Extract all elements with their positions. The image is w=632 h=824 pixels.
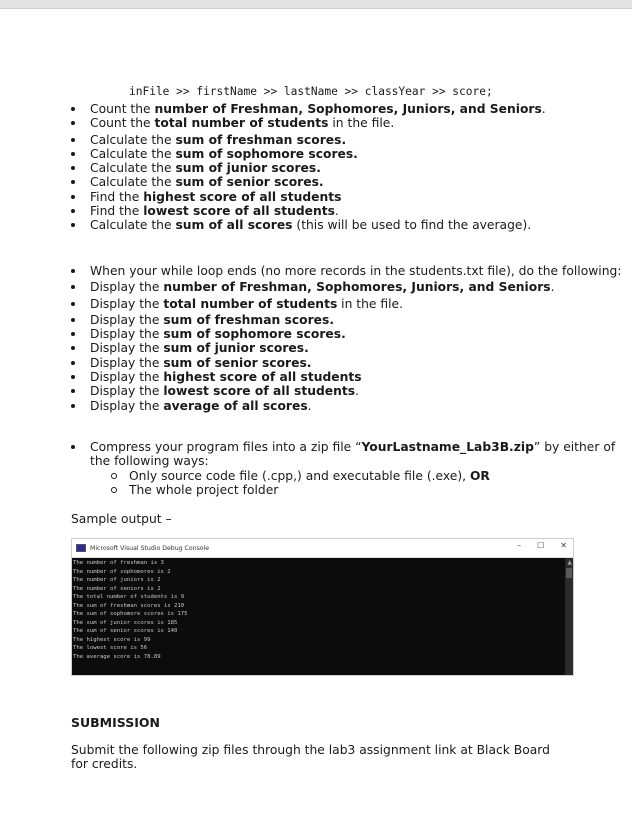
text: . xyxy=(355,384,359,399)
text: Display the xyxy=(90,398,164,413)
text: Display the xyxy=(90,384,164,399)
text: Compress your program files into a zip file “ xyxy=(90,440,362,454)
console-line: The average score is 78.89 xyxy=(73,653,161,660)
text: When your while loop ends (no more records in the students.txt file), do the following: xyxy=(90,264,622,278)
text: Display the xyxy=(90,370,164,385)
text: Display the xyxy=(90,355,164,370)
bullet-item xyxy=(0,327,632,341)
console-title-bar xyxy=(72,539,573,558)
text: Display the xyxy=(90,341,164,356)
submission-text: Submit the following zip files through the lab3 assignment link at Black Board for credits. xyxy=(71,743,550,772)
text: (this will be used to find the average). xyxy=(292,218,532,233)
console-line: The sum of senior scores is 140 xyxy=(73,628,178,634)
submission-heading: SUBMISSION xyxy=(71,715,160,730)
bold-text: OR xyxy=(469,469,490,483)
minimize-icon[interactable]: – xyxy=(517,541,522,550)
scroll-up-icon[interactable]: ▲ xyxy=(567,559,572,566)
console-app-icon xyxy=(76,544,86,552)
console-body xyxy=(72,558,573,661)
maximize-icon[interactable]: ☐ xyxy=(537,541,545,550)
text: Find the xyxy=(90,204,144,219)
text: in the file. xyxy=(337,296,404,311)
bullet-item xyxy=(0,190,632,204)
bullet-item xyxy=(0,102,632,116)
text: in the file. xyxy=(328,116,395,131)
console-line: The lowest score is 56 xyxy=(73,645,148,651)
bullet-item xyxy=(0,341,632,355)
text: Find the xyxy=(90,189,144,204)
text: Only source code file (.cpp,) and executable file (.exe), xyxy=(129,469,470,483)
bullet-item xyxy=(0,161,632,175)
text: Calculate the xyxy=(90,161,176,176)
text: . xyxy=(307,398,312,413)
console-line: The number of seniors is 2 xyxy=(73,585,161,592)
bold-text: YourLastname_Lab3B.zip xyxy=(361,440,534,454)
window-controls xyxy=(517,541,567,550)
bold-text: sum of senior scores. xyxy=(163,355,312,370)
console-line: The sum of freshman scores is 210 xyxy=(73,602,185,609)
code-line: inFile >> firstName >> lastName >> classYear >> score; xyxy=(129,85,493,98)
console-window xyxy=(71,538,574,676)
text: Display the xyxy=(90,296,164,311)
console-line: The number of freshman is 3 xyxy=(73,560,164,566)
bold-text: highest score of all students xyxy=(143,189,342,204)
bold-text: average of all scores xyxy=(163,398,308,413)
console-line: The sum of sophomore scores is 175 xyxy=(73,611,188,617)
bold-text: sum of sophomore scores. xyxy=(163,327,346,342)
display-bullet-list xyxy=(0,264,632,413)
console-output xyxy=(73,559,573,661)
console-title: Microsoft Visual Studio Debug Console xyxy=(90,544,210,552)
console-line: The number of sophomores is 2 xyxy=(73,568,171,575)
sample-output-label: Sample output – xyxy=(71,512,172,526)
bold-text: total number of students xyxy=(154,116,329,131)
text: Display the xyxy=(90,312,164,327)
bold-text: lowest score of all students xyxy=(143,204,335,219)
bold-text: sum of freshman scores. xyxy=(163,312,335,327)
calculation-bullet-list xyxy=(0,102,632,233)
bold-text: total number of students xyxy=(163,296,338,311)
text: . xyxy=(334,204,339,219)
top-bar xyxy=(0,0,632,9)
console-scrollbar[interactable] xyxy=(565,558,573,675)
bullet-item xyxy=(0,313,632,327)
bullet-item xyxy=(0,399,632,413)
bold-text: sum of junior scores. xyxy=(175,161,321,176)
bold-text: number of Freshman, Sophomores, Juniors, and Seniors xyxy=(163,280,551,295)
bullet-item xyxy=(0,370,632,384)
text: Display the xyxy=(90,280,164,295)
bullet-item xyxy=(0,204,632,218)
bold-text: sum of junior scores. xyxy=(163,341,309,356)
text: Calculate the xyxy=(90,132,176,147)
bullet-item xyxy=(0,175,632,189)
bullet-item xyxy=(0,280,632,294)
sub-bullet-item xyxy=(0,469,632,483)
bullet-item xyxy=(0,218,632,232)
bullet-item xyxy=(0,116,632,130)
bold-text: sum of senior scores. xyxy=(175,175,324,190)
text: . xyxy=(541,102,546,116)
scroll-thumb[interactable] xyxy=(566,568,572,578)
text: Display the xyxy=(90,327,164,342)
text: The whole project folder xyxy=(129,483,279,498)
console-line: The total number of students is 9 xyxy=(73,594,185,600)
console-line: The number of juniors is 2 xyxy=(73,577,161,583)
bold-text: highest score of all students xyxy=(163,370,362,385)
bold-text: number of Freshman, Sophomores, Juniors, and Seniors xyxy=(154,102,542,116)
compress-options-list xyxy=(0,469,632,498)
text: Calculate the xyxy=(90,146,176,161)
console-line: The highest score is 99 xyxy=(73,636,151,643)
text: Calculate the xyxy=(90,175,176,190)
bullet-item xyxy=(0,384,632,398)
compress-bullet-list xyxy=(0,440,632,469)
bold-text: sum of all scores xyxy=(175,218,293,233)
bold-text: sum of sophomore scores. xyxy=(175,146,358,161)
bold-text: sum of freshman scores. xyxy=(175,132,347,147)
text: Count the xyxy=(90,102,155,116)
bold-text: lowest score of all students xyxy=(163,384,356,399)
text: Calculate the xyxy=(90,218,176,233)
bullet-item xyxy=(0,440,632,469)
bullet-item xyxy=(0,356,632,370)
text: Count the xyxy=(90,116,155,131)
console-line: The sum of junior scores is 185 xyxy=(73,619,178,626)
sub-bullet-item xyxy=(0,483,632,497)
text: . xyxy=(550,280,555,295)
bullet-item xyxy=(0,133,632,147)
close-icon[interactable]: ✕ xyxy=(560,541,567,550)
bullet-item xyxy=(0,147,632,161)
bullet-item xyxy=(0,297,632,311)
text: ” by either of the following ways: xyxy=(90,440,616,469)
bullet-item xyxy=(0,264,632,278)
